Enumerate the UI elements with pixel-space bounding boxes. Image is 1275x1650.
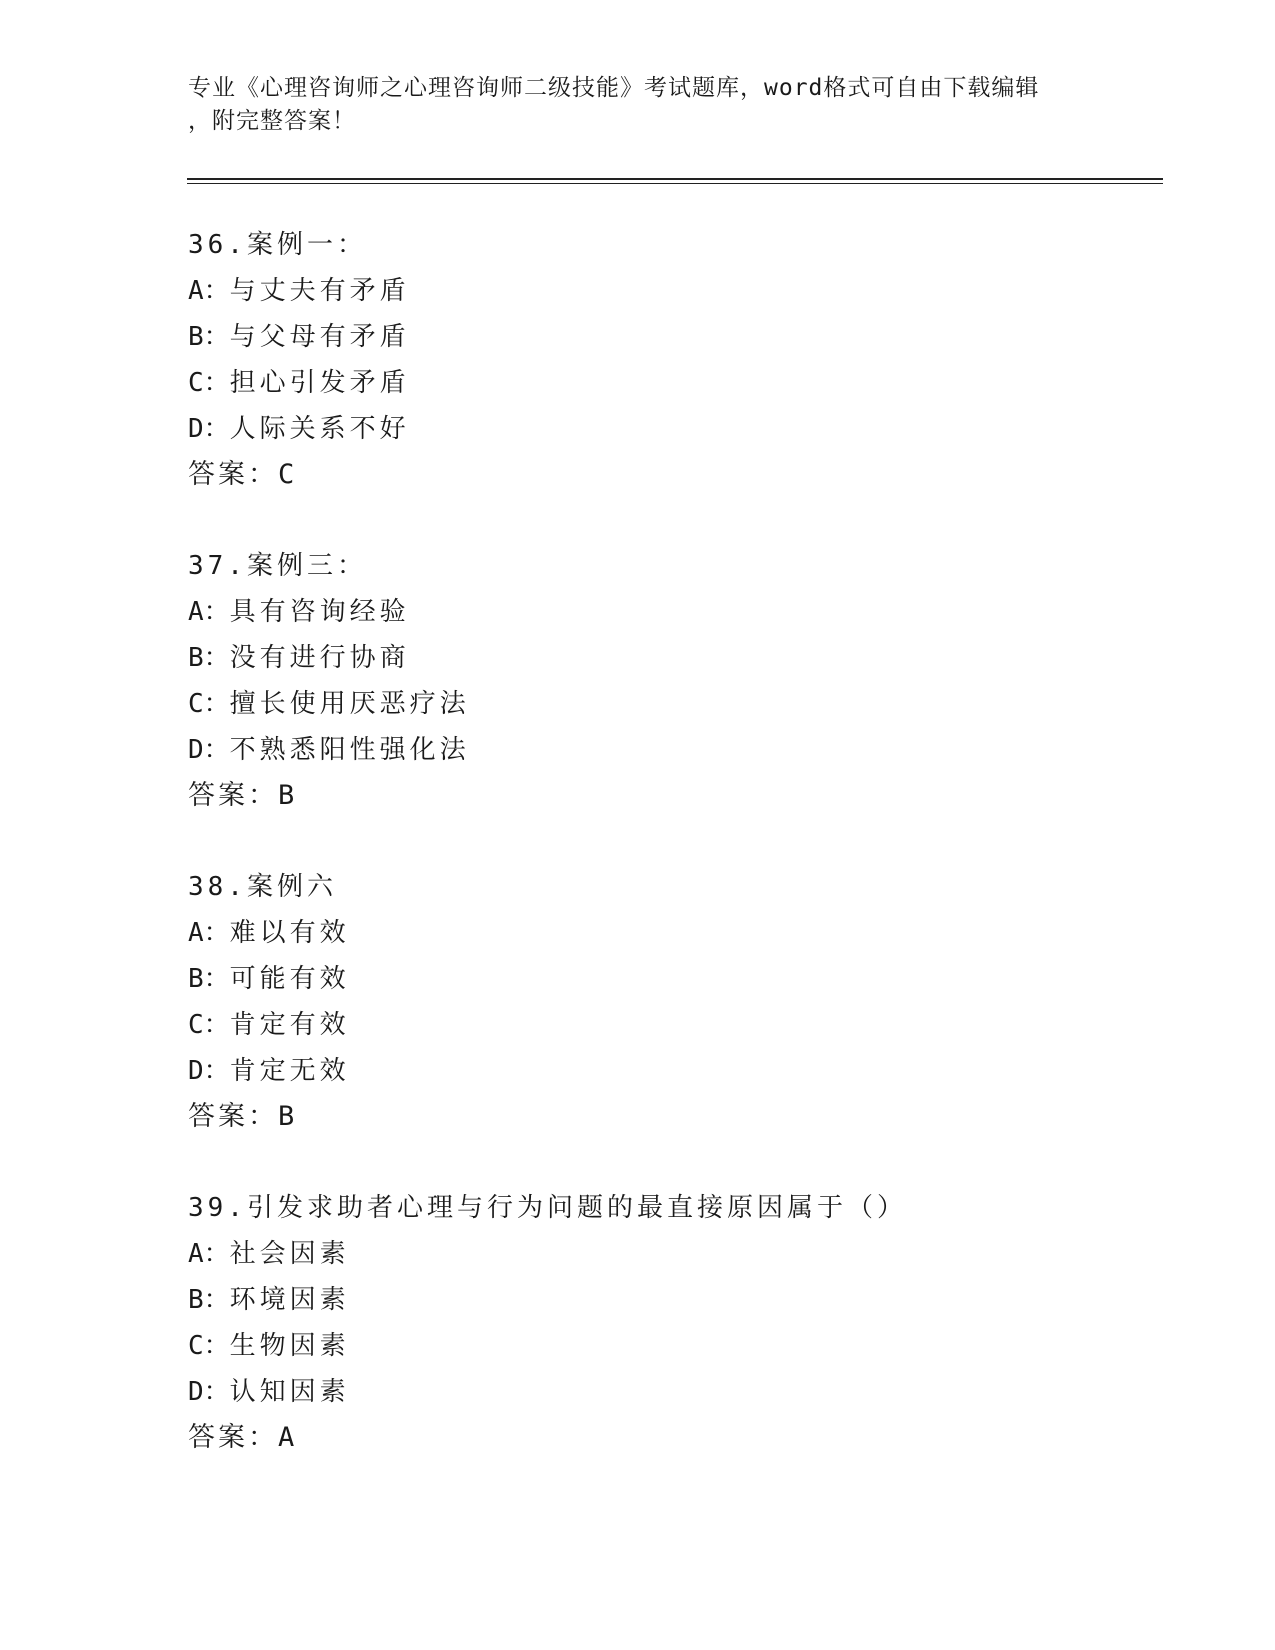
option-a: A：社会因素 <box>188 1239 350 1269</box>
option-b: B：环境因素 <box>188 1285 350 1315</box>
header-divider <box>187 178 1163 184</box>
question-stem: 37.案例三： <box>188 551 367 581</box>
option-b: B：可能有效 <box>188 964 350 994</box>
option-b: B：与父母有矛盾 <box>188 322 410 352</box>
header-title-line1: 专业《心理咨询师之心理咨询师二级技能》考试题库，word格式可自由下载编辑 <box>188 75 1040 101</box>
question-stem: 39.引发求助者心理与行为问题的最直接原因属于（） <box>188 1193 907 1223</box>
answer-value: B <box>278 780 295 811</box>
option-a: A：具有咨询经验 <box>188 597 410 627</box>
question-stem: 36.案例一： <box>188 230 367 260</box>
header-title-line2: ，附完整答案！ <box>188 108 356 134</box>
option-a: A：难以有效 <box>188 918 350 948</box>
option-a: A：与丈夫有矛盾 <box>188 276 410 306</box>
option-d: D：肯定无效 <box>188 1056 350 1086</box>
answer-line: 答案：B <box>188 1101 295 1132</box>
option-c: C：担心引发矛盾 <box>188 368 410 398</box>
question-block-37 <box>188 543 1088 819</box>
document-header <box>188 72 1088 138</box>
answer-value: C <box>278 459 295 490</box>
answer-value: B <box>278 1101 295 1132</box>
option-b: B：没有进行协商 <box>188 643 410 673</box>
option-d: D：人际关系不好 <box>188 414 410 444</box>
question-stem: 38.案例六 <box>188 872 337 902</box>
answer-line: 答案：A <box>188 1422 295 1453</box>
option-c: C：肯定有效 <box>188 1010 350 1040</box>
option-d: D：不熟悉阳性强化法 <box>188 735 470 765</box>
question-block-39 <box>188 1185 1088 1461</box>
question-block-36 <box>188 222 1088 498</box>
answer-value: A <box>278 1422 295 1453</box>
answer-line: 答案：C <box>188 459 295 490</box>
option-c: C：生物因素 <box>188 1331 350 1361</box>
option-d: D：认知因素 <box>188 1377 350 1407</box>
option-c: C：擅长使用厌恶疗法 <box>188 689 470 719</box>
answer-line: 答案：B <box>188 780 295 811</box>
question-block-38 <box>188 864 1088 1140</box>
